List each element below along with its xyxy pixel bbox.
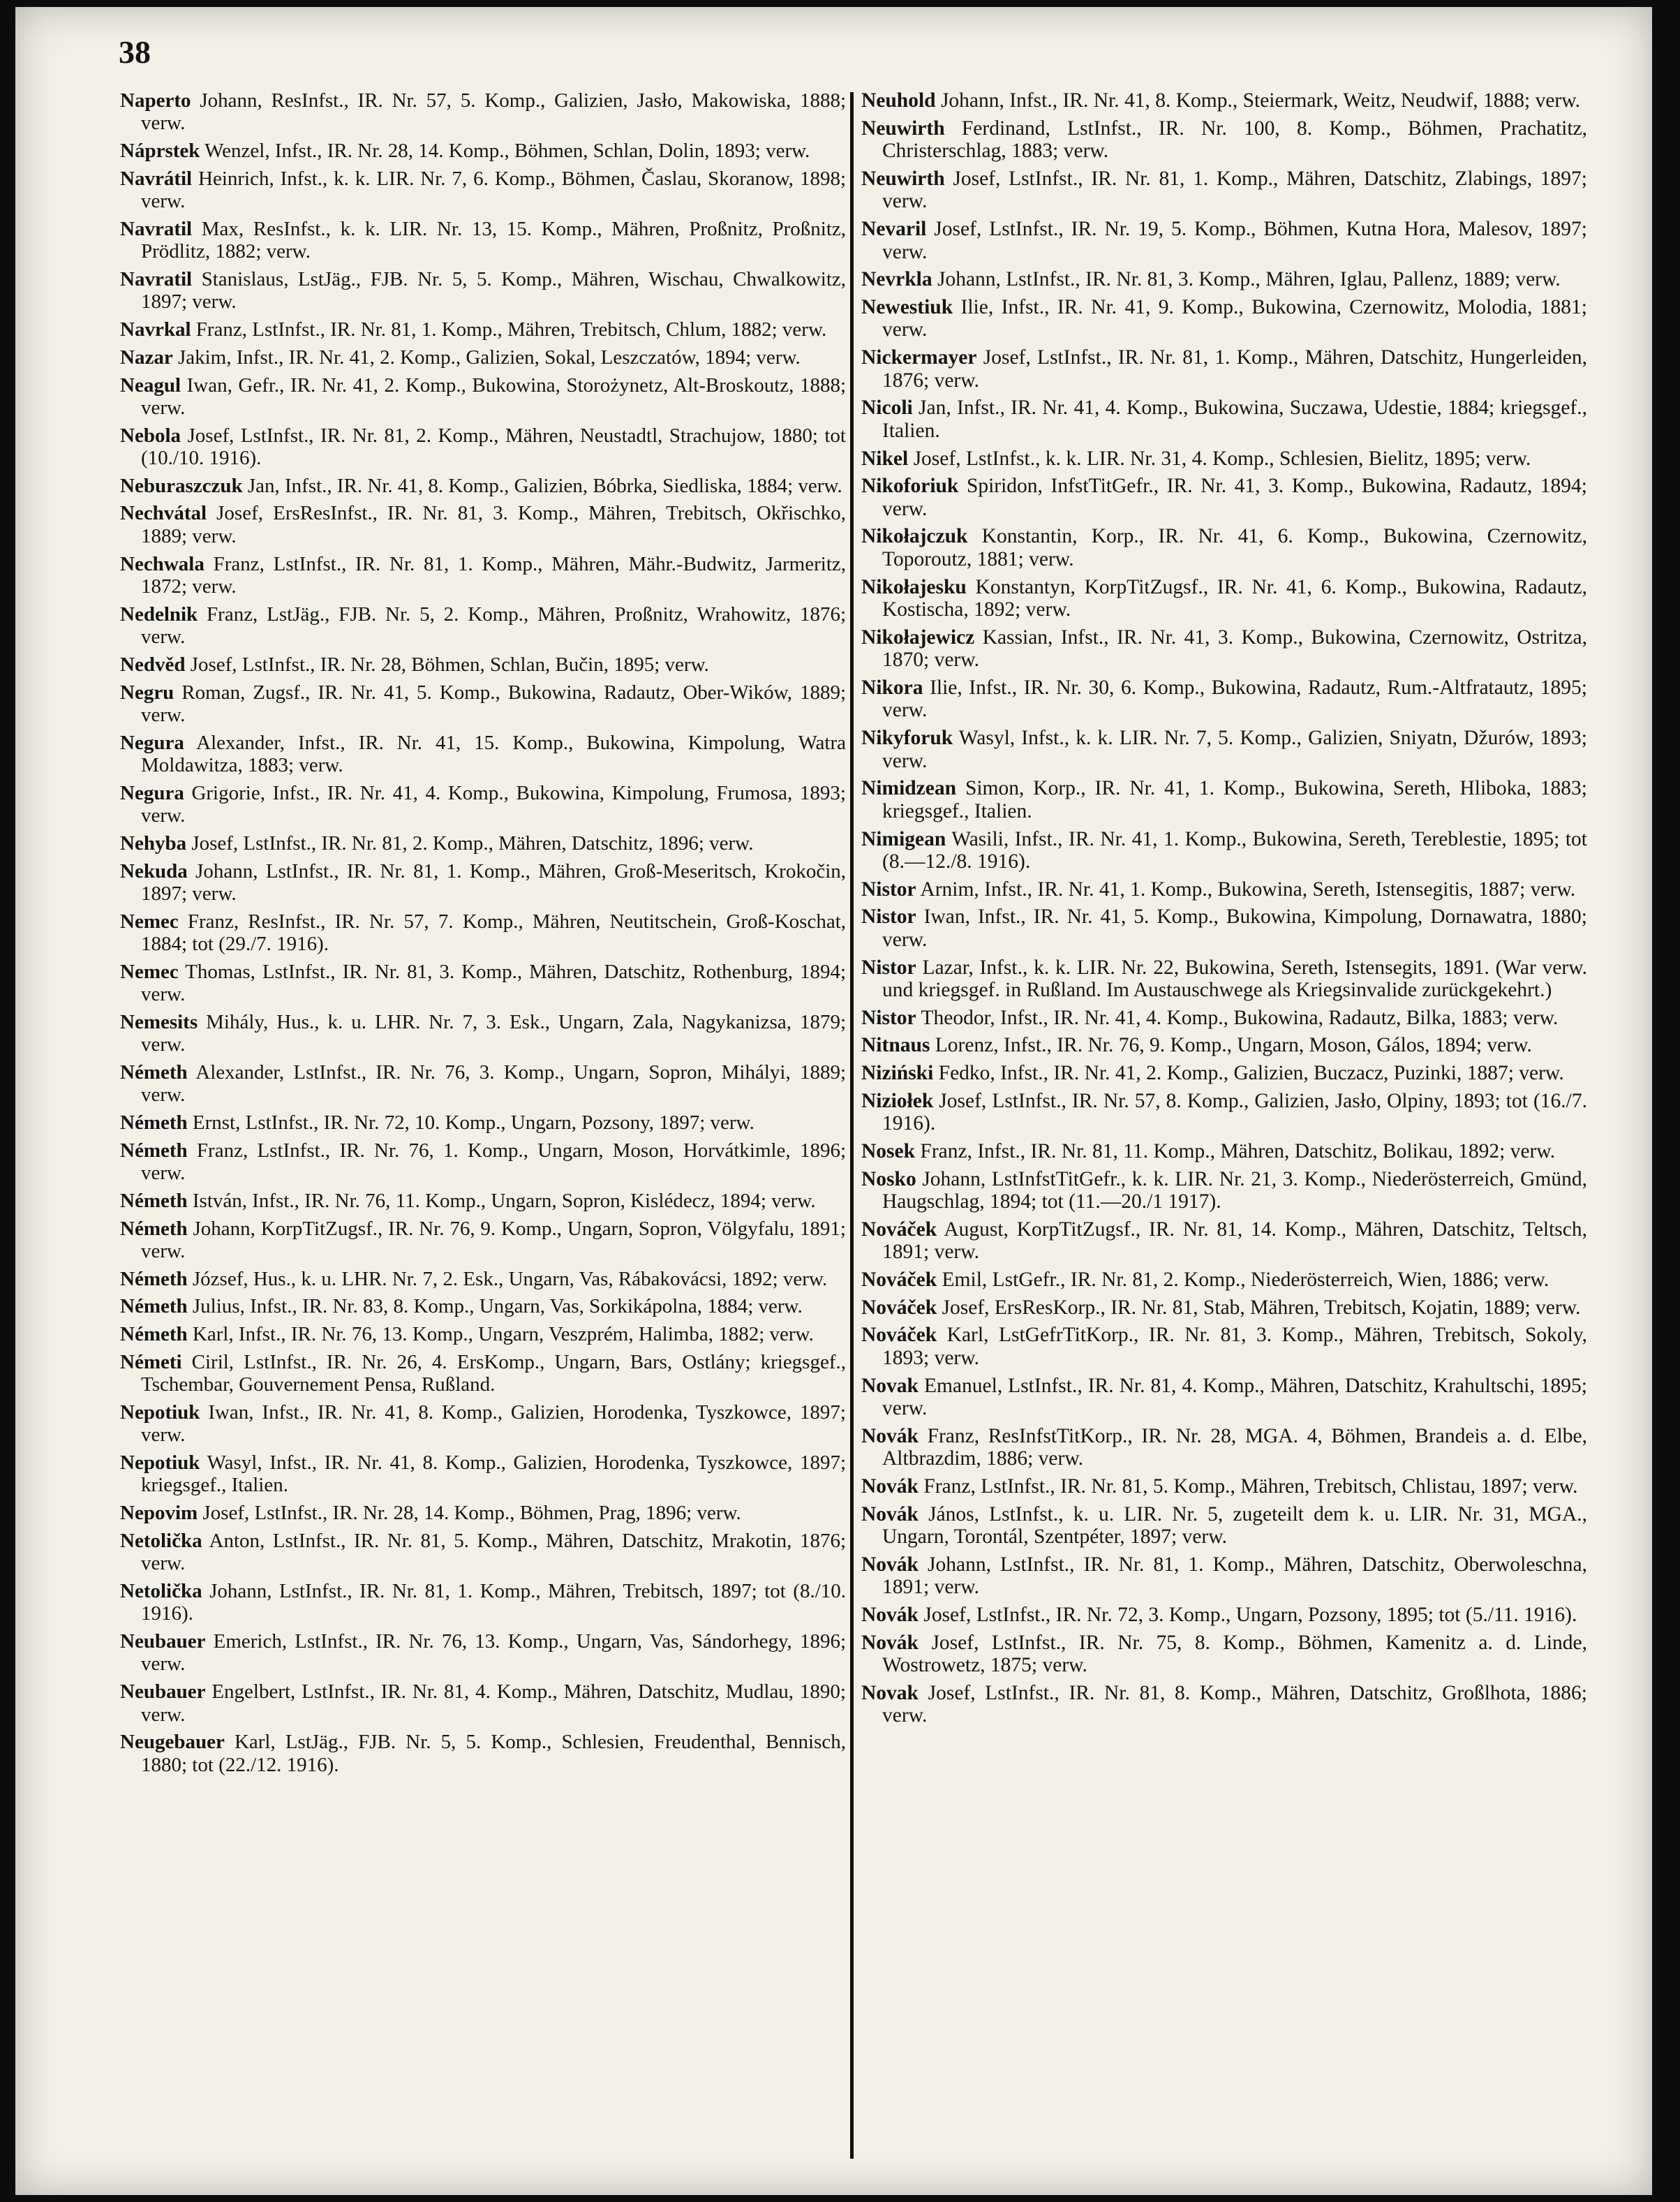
entry-details: Franz, LstInfst., IR. Nr. 81, 1. Komp., Mähren, Trebitsch, Chlum, 1882; verw. <box>195 318 827 341</box>
entry-surname: Novak <box>861 1681 919 1704</box>
register-entry <box>120 603 846 649</box>
register-entry <box>861 1168 1587 1213</box>
register-entry <box>861 268 1587 291</box>
register-entry <box>120 1502 846 1524</box>
entry-surname: Novák <box>861 1604 919 1627</box>
register-entry <box>120 318 846 341</box>
entry-surname: Nehyba <box>120 832 187 855</box>
register-entry <box>120 961 846 1006</box>
entry-surname: Nemesits <box>120 1010 198 1033</box>
entry-details: Karl, Infst., IR. Nr. 76, 13. Komp., Ungarn, Veszprém, Halimba, 1882; verw. <box>192 1323 814 1346</box>
entry-details: Josef, LstInfst., IR. Nr. 81, 2. Komp., Mähren, Datschitz, 1896; verw. <box>191 832 754 855</box>
register-entry <box>861 626 1587 672</box>
entry-details: Alexander, LstInfst., IR. Nr. 76, 3. Komp., Ungarn, Sopron, Mihályi, 1889; verw. <box>141 1061 847 1107</box>
register-entry <box>120 1451 846 1497</box>
register-entry <box>120 168 846 213</box>
register-entry <box>861 677 1587 722</box>
entry-details: Stanislaus, LstJäg., FJB. Nr. 5, 5. Komp., Mähren, Wischau, Chwalkowitz, 1897; verw. <box>141 268 847 313</box>
entry-details: Roman, Zugsf., IR. Nr. 41, 5. Komp., Bukowina, Radautz, Ober-Wików, 1889; verw. <box>141 681 847 726</box>
entry-details: Franz, LstInfst., IR. Nr. 81, 1. Komp., Mähren, Mähr.-Budwitz, Jarmeritz, 1872; verw. <box>141 552 846 598</box>
entry-surname: Newestiuk <box>861 295 953 318</box>
entry-surname: Navrkal <box>120 318 191 341</box>
entry-surname: Navratil <box>120 268 193 291</box>
entry-details: Wenzel, Infst., IR. Nr. 28, 14. Komp., Böhmen, Schlan, Dolin, 1893; verw. <box>205 140 810 163</box>
entry-surname: Németh <box>120 1189 188 1212</box>
register-entry <box>120 374 846 420</box>
register-entry <box>120 553 846 598</box>
left-column <box>120 89 846 1781</box>
register-entry <box>861 1425 1587 1470</box>
entry-surname: Nazar <box>120 346 173 369</box>
entry-surname: Novák <box>861 1424 919 1447</box>
entry-details: Josef, LstInfst., IR. Nr. 81, 1. Komp., Mähren, Datschitz, Hungerleiden, 1876; verw. <box>882 346 1587 392</box>
entry-details: István, Infst., IR. Nr. 76, 11. Komp., Ungarn, Sopron, Kislédecz, 1894; verw. <box>192 1189 816 1212</box>
entry-surname: Nikoforiuk <box>861 475 959 498</box>
entry-surname: Nikołajewicz <box>861 626 975 649</box>
register-entry <box>861 1324 1587 1369</box>
entry-surname: Novák <box>861 1631 919 1654</box>
register-entry <box>861 1140 1587 1163</box>
entry-surname: Netolička <box>120 1529 202 1552</box>
entry-details: Lazar, Infst., k. k. LIR. Nr. 22, Bukowina, Sereth, Istensegits, 1891. (War verw. und kriegsgef. in Rußland. Im Austauschwege als Kriegsinvalide zurückgekehrt.) <box>882 956 1588 1002</box>
entry-surname: Náprstek <box>120 140 200 163</box>
entry-surname: Nemec <box>120 910 179 933</box>
entry-details: Johann, ResInfst., IR. Nr. 57, 5. Komp., Galizien, Jasło, Makowiska, 1888; verw. <box>141 89 846 135</box>
entry-details: Karl, LstJäg., FJB. Nr. 5, 5. Komp., Schlesien, Freudenthal, Bennisch, 1880; tot (22./12. 1916). <box>141 1731 846 1776</box>
entry-surname: Nickermayer <box>861 346 977 369</box>
entry-details: Karl, LstGefrTitKorp., IR. Nr. 81, 3. Komp., Mähren, Trebitsch, Sokoly, 1893; verw. <box>882 1324 1588 1369</box>
entry-surname: Nekuda <box>120 859 188 882</box>
entry-surname: Negura <box>120 781 184 804</box>
entry-surname: Nováček <box>861 1296 937 1319</box>
register-entry <box>120 1218 846 1263</box>
entry-surname: Nikołajczuk <box>861 525 968 548</box>
entry-surname: Negru <box>120 681 174 704</box>
entry-surname: Novák <box>861 1502 919 1525</box>
register-entry <box>120 346 846 369</box>
entry-surname: Németh <box>120 1139 188 1162</box>
entry-surname: Novak <box>861 1374 919 1397</box>
entry-surname: Nistor <box>861 906 916 929</box>
register-entry <box>861 1296 1587 1320</box>
register-entry <box>861 117 1587 163</box>
entry-surname: Neagul <box>120 374 181 397</box>
entry-details: Alexander, Infst., IR. Nr. 41, 15. Komp., Bukowina, Kimpolung, Watra Moldawitza, 1883; verw. <box>141 731 846 777</box>
entry-surname: Németh <box>120 1323 188 1346</box>
entry-details: Engelbert, LstInfst., IR. Nr. 81, 4. Komp., Mähren, Datschitz, Mudlau, 1890; verw. <box>141 1680 846 1726</box>
entry-surname: Nistor <box>861 878 916 901</box>
register-entry <box>861 1475 1587 1498</box>
entry-details: Johann, LstInfstTitGefr., k. k. LIR. Nr. 21, 3. Komp., Niederösterreich, Gmünd, Haugschlag, 1894; tot (11.—20./1 1917). <box>882 1167 1587 1213</box>
entry-surname: Nevrkla <box>861 268 932 291</box>
entry-details: Johann, LstInfst., IR. Nr. 81, 1. Komp., Mähren, Groß-Meseritsch, Krokočin, 1897; verw. <box>141 859 846 905</box>
entry-surname: Németh <box>120 1061 188 1084</box>
entry-surname: Naperto <box>120 89 191 112</box>
entry-details: Kassian, Infst., IR. Nr. 41, 3. Komp., Bukowina, Czernowitz, Ostritza, 1870; verw. <box>882 626 1587 672</box>
entry-details: Wasyl, Infst., IR. Nr. 41, 8. Komp., Galizien, Horodenka, Tyszkowce, 1897; kriegsgef., Italien. <box>141 1451 846 1497</box>
entry-surname: Nemec <box>120 960 179 983</box>
entry-surname: Nosko <box>861 1167 916 1190</box>
register-entry <box>861 1682 1587 1727</box>
register-entry <box>120 1530 846 1575</box>
entry-details: Spiridon, InfstTitGefr., IR. Nr. 41, 3. Komp., Bukowina, Radautz, 1894; verw. <box>882 475 1587 520</box>
register-entry <box>861 218 1587 263</box>
register-entry <box>861 1090 1587 1135</box>
register-entry <box>120 1351 846 1396</box>
register-entry <box>861 777 1587 822</box>
register-entry <box>861 878 1587 901</box>
entry-surname: Nikel <box>861 447 909 470</box>
register-entry <box>861 1269 1587 1292</box>
entry-surname: Negura <box>120 731 184 754</box>
register-entry <box>120 502 846 547</box>
register-entry <box>861 346 1587 392</box>
entry-details: Grigorie, Infst., IR. Nr. 41, 4. Komp., Bukowina, Kimpolung, Frumosa, 1893; verw. <box>141 781 846 827</box>
register-entry <box>120 782 846 827</box>
register-entry <box>861 1375 1587 1420</box>
entry-details: Ilie, Infst., IR. Nr. 30, 6. Komp., Bukowina, Radautz, Rum.-Altfratautz, 1895; verw. <box>882 676 1587 722</box>
entry-details: Josef, LstInfst., IR. Nr. 19, 5. Komp., Böhmen, Kutna Hora, Malesov, 1897; verw. <box>882 218 1587 263</box>
register-entry <box>120 1323 846 1345</box>
register-entry <box>120 1580 846 1625</box>
register-entry <box>120 1630 846 1676</box>
entry-surname: Nepovim <box>120 1502 198 1525</box>
entry-surname: Nikołajesku <box>861 575 967 598</box>
entry-details: Josef, ErsResKorp., IR. Nr. 81, Stab, Mähren, Trebitsch, Kojatin, 1889; verw. <box>942 1296 1581 1319</box>
entry-surname: Nistor <box>861 1006 916 1029</box>
entry-details: János, LstInfst., k. u. LIR. Nr. 5, zugeteilt dem k. u. LIR. Nr. 31, MGA., Ungarn, Torontál, Szentpéter, 1897; verw. <box>882 1502 1587 1549</box>
register-entry <box>861 1007 1587 1030</box>
entry-surname: Németh <box>120 1217 188 1240</box>
entry-details: Julius, Infst., IR. Nr. 83, 8. Komp., Ungarn, Vas, Sorkikápolna, 1884; verw. <box>192 1295 803 1318</box>
register-entry <box>861 906 1587 951</box>
entry-surname: Nepotiuk <box>120 1451 200 1475</box>
entry-details: Josef, LstInfst., IR. Nr. 75, 8. Komp., Böhmen, Kamenitz a. d. Linde, Wostrowetz, 1875; verw. <box>882 1631 1587 1677</box>
register-entry <box>120 732 846 777</box>
register-entry <box>861 475 1587 520</box>
entry-details: Fedko, Infst., IR. Nr. 41, 2. Komp., Galizien, Buczacz, Puzinki, 1887; verw. <box>938 1062 1564 1085</box>
page-number: 38 <box>119 34 151 70</box>
entry-details: Ernst, LstInfst., IR. Nr. 72, 10. Komp., Ungarn, Pozsony, 1897; verw. <box>192 1111 754 1135</box>
entry-surname: Németi <box>120 1350 182 1373</box>
entry-details: Johann, LstInfst., IR. Nr. 81, 1. Komp., Mähren, Trebitsch, 1897; tot (8./10. 1916). <box>141 1579 846 1625</box>
entry-details: Franz, ResInfstTitKorp., IR. Nr. 28, MGA. 4, Böhmen, Brandeis a. d. Elbe, Altbrazdim, 1886; verw. <box>882 1424 1587 1470</box>
entry-details: Josef, LstInfst., IR. Nr. 57, 8. Komp., Galizien, Jasło, Olpiny, 1893; tot (16./7. 1916). <box>882 1089 1587 1135</box>
entry-details: Josef, LstInfst., IR. Nr. 28, Böhmen, Schlan, Bučin, 1895; verw. <box>190 653 709 676</box>
register-entry <box>120 1190 846 1212</box>
right-column <box>861 89 1587 1732</box>
register-entry <box>861 525 1587 570</box>
entry-surname: Nimigean <box>861 827 946 850</box>
register-entry <box>120 89 846 135</box>
register-entry <box>861 576 1587 621</box>
entry-surname: Neuwirth <box>861 117 945 140</box>
entry-details: Thomas, LstInfst., IR. Nr. 81, 3. Komp., Mähren, Datschitz, Rothenburg, 1894; verw. <box>141 960 846 1006</box>
entry-details: Wasili, Infst., IR. Nr. 41, 1. Komp., Bukowina, Sereth, Tereblestie, 1895; tot (8.—12./8. 1916). <box>882 827 1587 873</box>
register-entry <box>861 89 1587 112</box>
register-entry <box>120 1111 846 1134</box>
entry-details: Anton, LstInfst., IR. Nr. 81, 5. Komp., Mähren, Datschitz, Mrakotin, 1876; verw. <box>141 1529 847 1575</box>
entry-surname: Novák <box>861 1475 919 1498</box>
entry-details: Johann, Infst., IR. Nr. 41, 8. Komp., Steiermark, Weitz, Neudwif, 1888; verw. <box>940 89 1581 112</box>
entry-surname: Navratil <box>120 217 193 240</box>
entry-surname: Neugebauer <box>120 1731 225 1754</box>
entry-surname: Niziołek <box>861 1089 934 1112</box>
register-entry <box>861 727 1587 772</box>
entry-details: Iwan, Infst., IR. Nr. 41, 8. Komp., Galizien, Horodenka, Tyszkowce, 1897; verw. <box>141 1401 846 1447</box>
entry-details: Franz, LstInfst., IR. Nr. 81, 5. Komp., Mähren, Trebitsch, Chlistau, 1897; verw. <box>923 1475 1578 1498</box>
entry-details: August, KorpTitZugsf., IR. Nr. 81, 14. Komp., Mähren, Datschitz, Teltsch, 1891; verw. <box>882 1218 1588 1264</box>
entry-details: Johann, LstInfst., IR. Nr. 81, 3. Komp., Mähren, Iglau, Pallenz, 1889; verw. <box>937 268 1561 291</box>
entry-details: Emerich, LstInfst., IR. Nr. 76, 13. Komp., Ungarn, Vas, Sándorhegy, 1896; verw. <box>141 1630 847 1676</box>
entry-surname: Neubauer <box>120 1680 206 1704</box>
register-entry <box>120 653 846 676</box>
entry-details: Ciril, LstInfst., IR. Nr. 26, 4. ErsKomp., Ungarn, Bars, Ostlány; kriegsgef., Tschembar, Gouvernement Pensa, Rußland. <box>141 1350 847 1396</box>
entry-details: Josef, LstInfst., IR. Nr. 28, 14. Komp., Böhmen, Prag, 1896; verw. <box>202 1502 741 1525</box>
entry-details: Ilie, Infst., IR. Nr. 41, 9. Komp., Bukowina, Czernowitz, Molodia, 1881; verw. <box>882 295 1587 341</box>
entry-surname: Netolička <box>120 1579 202 1602</box>
register-entry <box>120 1061 846 1107</box>
entry-details: Josef, LstInfst., IR. Nr. 81, 8. Komp., Mähren, Datschitz, Großlhota, 1886; verw. <box>882 1681 1587 1727</box>
entry-details: Jakim, Infst., IR. Nr. 41, 2. Komp., Galizien, Sokal, Leszczatów, 1894; verw. <box>177 346 801 369</box>
register-entry <box>861 828 1587 873</box>
entry-details: Lorenz, Infst., IR. Nr. 76, 9. Komp., Ungarn, Moson, Gálos, 1894; verw. <box>935 1034 1532 1057</box>
entry-surname: Novák <box>861 1553 919 1576</box>
entry-surname: Neburaszczuk <box>120 474 243 497</box>
entry-surname: Nitnaus <box>861 1034 930 1057</box>
entry-details: Josef, LstInfst., k. k. LIR. Nr. 31, 4. Komp., Schlesien, Bielitz, 1895; verw. <box>913 447 1531 470</box>
entry-surname: Neuhold <box>861 89 936 112</box>
register-entry <box>120 424 846 470</box>
entry-details: Mihály, Hus., k. u. LHR. Nr. 7, 3. Esk., Ungarn, Zala, Nagykanizsa, 1879; verw. <box>141 1010 847 1056</box>
entry-details: Josef, LstInfst., IR. Nr. 72, 3. Komp., Ungarn, Pozsony, 1895; tot (5./11. 1916). <box>923 1604 1577 1627</box>
entry-surname: Nedvěd <box>120 653 186 676</box>
register-entry <box>861 956 1587 1002</box>
register-entry <box>120 475 846 497</box>
entry-surname: Nosek <box>861 1140 916 1162</box>
register-entry <box>120 218 846 263</box>
register-entry <box>120 1731 846 1776</box>
entry-surname: Nováček <box>861 1324 937 1347</box>
entry-surname: Németh <box>120 1267 188 1290</box>
entry-surname: Nováček <box>861 1269 937 1292</box>
entry-details: Konstantyn, KorpTitZugsf., IR. Nr. 41, 6. Komp., Bukowina, Radautz, Kostischa, 1892; verw. <box>882 575 1587 621</box>
entry-details: Arnim, Infst., IR. Nr. 41, 1. Komp., Bukowina, Sereth, Istensegitis, 1887; verw. <box>920 878 1576 901</box>
register-entry <box>861 296 1587 341</box>
entry-details: Ferdinand, LstInfst., IR. Nr. 100, 8. Komp., Böhmen, Prachatitz, Christerschlag, 1883; verw. <box>882 117 1588 163</box>
register-entry <box>120 910 846 956</box>
entry-details: Simon, Korp., IR. Nr. 41, 1. Komp., Bukowina, Sereth, Hliboka, 1883; kriegsgef., Italien. <box>882 777 1588 822</box>
entry-details: Theodor, Infst., IR. Nr. 41, 4. Komp., Bukowina, Radautz, Bilka, 1883; verw. <box>921 1006 1559 1029</box>
entry-details: Franz, LstJäg., FJB. Nr. 5, 2. Komp., Mähren, Proßnitz, Wrahowitz, 1876; verw. <box>141 603 846 649</box>
entry-details: Jan, Infst., IR. Nr. 41, 4. Komp., Bukowina, Suczawa, Udestie, 1884; kriegsgef., Italien. <box>882 397 1588 442</box>
register-entry <box>861 448 1587 471</box>
register-entry <box>861 1062 1587 1085</box>
entry-surname: Nedelnik <box>120 603 198 626</box>
register-entry <box>861 1553 1587 1599</box>
register-entry <box>120 832 846 855</box>
entry-surname: Németh <box>120 1295 188 1318</box>
entry-surname: Nistor <box>861 956 916 979</box>
entry-details: Max, ResInfst., k. k. LIR. Nr. 13, 15. Komp., Mähren, Proßnitz, Proßnitz, Prödlitz, 1882; verw. <box>141 217 846 263</box>
entry-surname: Nebola <box>120 424 181 447</box>
entry-details: Jan, Infst., IR. Nr. 41, 8. Komp., Galizien, Bóbrka, Siedliska, 1884; verw. <box>247 474 842 497</box>
entry-details: Josef, LstInfst., IR. Nr. 81, 1. Komp., Mähren, Datschitz, Zlabings, 1897; verw. <box>882 167 1587 213</box>
register-entry <box>120 1401 846 1447</box>
register-entry <box>120 1295 846 1317</box>
entry-surname: Nikora <box>861 676 923 699</box>
register-entry <box>861 1632 1587 1677</box>
entry-details: Franz, Infst., IR. Nr. 81, 11. Komp., Mähren, Datschitz, Bolikau, 1892; verw. <box>920 1140 1556 1162</box>
entry-details: Emanuel, LstInfst., IR. Nr. 81, 4. Komp., Mähren, Datschitz, Krahultschi, 1895; verw. <box>882 1374 1588 1420</box>
entry-details: Emil, LstGefr., IR. Nr. 81, 2. Komp., Niederösterreich, Wien, 1886; verw. <box>942 1269 1549 1292</box>
register-entry <box>861 1503 1587 1549</box>
register-entry <box>861 397 1587 442</box>
entry-details: Iwan, Gefr., IR. Nr. 41, 2. Komp., Bukowina, Storożynetz, Alt-Broskoutz, 1888; verw. <box>141 374 847 419</box>
register-entry <box>120 140 846 162</box>
entry-details: Iwan, Infst., IR. Nr. 41, 5. Komp., Bukowina, Kimpolung, Dornawatra, 1880; verw. <box>882 906 1588 951</box>
entry-details: József, Hus., k. u. LHR. Nr. 7, 2. Esk., Ungarn, Vas, Rábakovácsi, 1892; verw. <box>192 1267 828 1290</box>
register-entry <box>861 1218 1587 1264</box>
entry-surname: Nikyforuk <box>861 727 953 750</box>
entry-details: Konstantin, Korp., IR. Nr. 41, 6. Komp., Bukowina, Czernowitz, Toporoutz, 1881; verw. <box>882 525 1587 570</box>
entry-surname: Nováček <box>861 1218 937 1241</box>
register-entry <box>861 168 1587 213</box>
register-entry <box>120 1680 846 1726</box>
register-entry <box>120 681 846 727</box>
register-entry <box>120 1011 846 1056</box>
entry-details: Franz, ResInfst., IR. Nr. 57, 7. Komp., Mähren, Neutitschein, Groß-Koschat, 1884; tot (29./7. 1916). <box>141 910 846 956</box>
entry-details: Franz, LstInfst., IR. Nr. 76, 1. Komp., Ungarn, Moson, Horvátkimle, 1896; verw. <box>141 1139 847 1185</box>
entry-surname: Neuwirth <box>861 167 945 190</box>
entry-surname: Navrátil <box>120 167 193 190</box>
entry-details: Wasyl, Infst., k. k. LIR. Nr. 7, 5. Komp., Galizien, Sniyatn, Džurów, 1893; verw. <box>882 727 1588 772</box>
entry-surname: Nicoli <box>861 397 913 420</box>
column-divider <box>850 92 854 2159</box>
register-entry <box>120 1139 846 1185</box>
entry-details: Josef, ErsResInfst., IR. Nr. 81, 3. Komp., Mähren, Trebitsch, Okřischko, 1889; verw. <box>141 502 846 547</box>
entry-surname: Nechwala <box>120 552 205 575</box>
register-entry <box>861 1604 1587 1627</box>
entry-details: Josef, LstInfst., IR. Nr. 81, 2. Komp., Mähren, Neustadtl, Strachujow, 1880; tot (10./10. 1916). <box>141 424 846 470</box>
entry-surname: Nevaril <box>861 218 927 241</box>
entry-surname: Nepotiuk <box>120 1401 200 1424</box>
register-entry <box>120 268 846 313</box>
entry-details: Johann, LstInfst., IR. Nr. 81, 1. Komp., Mähren, Datschitz, Oberwoleschna, 1891; verw. <box>882 1553 1587 1599</box>
register-entry <box>861 1034 1587 1057</box>
entry-surname: Neubauer <box>120 1630 206 1653</box>
register-entry <box>120 860 846 906</box>
entry-surname: Nechvátal <box>120 502 207 525</box>
entry-surname: Németh <box>120 1111 188 1135</box>
entry-details: Heinrich, Infst., k. k. LIR. Nr. 7, 6. Komp., Böhmen, Časlau, Skoranow, 1898; verw. <box>141 167 847 213</box>
entry-surname: Nimidzean <box>861 777 957 800</box>
entry-details: Johann, KorpTitZugsf., IR. Nr. 76, 9. Komp., Ungarn, Sopron, Völgyfalu, 1891; verw. <box>141 1217 846 1262</box>
document-page <box>15 7 1652 2195</box>
entry-surname: Niziński <box>861 1062 934 1085</box>
register-entry <box>120 1268 846 1290</box>
